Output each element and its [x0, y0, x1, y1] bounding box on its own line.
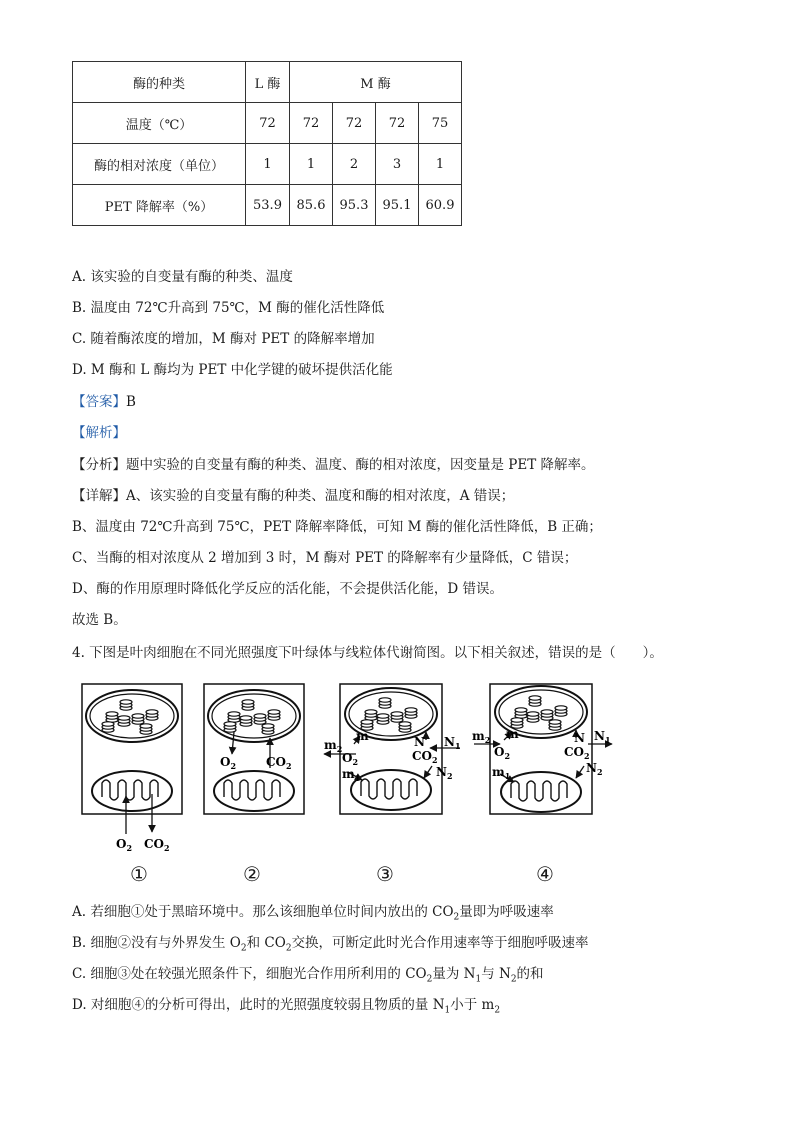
table-cell: 72	[376, 103, 419, 144]
analysis-xiangjie	[72, 487, 514, 505]
m-label: m	[356, 729, 369, 743]
answer-line	[72, 393, 136, 411]
table-cell: 72	[290, 103, 333, 144]
m-label: m	[506, 727, 519, 741]
figure-label-3: ③	[376, 862, 394, 886]
n-label: N	[414, 735, 425, 749]
analysis-d: D、酶的作用原理时降低化学反应的活化能，不会提供活化能，D 错误。	[72, 581, 503, 597]
answer-tag: 【答案】	[72, 394, 126, 410]
table-row	[73, 62, 462, 103]
q4-option-d: D. 对细胞④的分析可得出，此时的光照强度较弱且物质的量 $N_1$小于 $m_2$	[72, 997, 501, 1016]
figure-label-2: ②	[243, 862, 261, 886]
m1-label: $m_1$	[492, 765, 511, 781]
table-cell: 95.3	[333, 185, 376, 226]
co2-label: $CO_2$	[266, 755, 292, 771]
q3-option-d: D. M 酶和 L 酶均为 PET 中化学键的破坏提供活化能	[72, 362, 393, 378]
table-cell: 2	[333, 144, 376, 185]
xiangjie-a: A、该实验的自变量有酶的种类、温度和酶的相对浓度，A 错误；	[126, 488, 515, 504]
q4-stem: 4. 下图是叶肉细胞在不同光照强度下叶绿体与线粒体代谢简图。以下相关叙述，错误的是（ ）。	[72, 645, 663, 661]
table-header-cell: 酶的种类	[73, 62, 246, 103]
cell-3	[324, 684, 461, 814]
o2-label: $O_2$	[342, 751, 359, 767]
row-label: 酶的相对浓度（单位）	[73, 144, 246, 185]
table-header-cell: M 酶	[290, 62, 462, 103]
cell-1	[82, 684, 182, 853]
table-cell: 1	[419, 144, 462, 185]
cell-2	[204, 684, 304, 814]
row-label: PET 降解率（%）	[73, 185, 246, 226]
analysis-b: B、温度由 72℃升高到 75℃，PET 降解率降低，可知 M 酶的催化活性降低，B 正确；	[72, 519, 602, 535]
table-row	[73, 185, 462, 226]
cell-4	[472, 684, 612, 814]
analysis-title: 【解析】	[72, 425, 126, 441]
table-cell: 95.1	[376, 185, 419, 226]
fenxi-tag: 【分析】	[72, 457, 126, 473]
analysis-fenxi	[72, 456, 595, 474]
xiangjie-tag: 【详解】	[72, 488, 126, 504]
table-row	[73, 103, 462, 144]
table-cell: 53.9	[246, 185, 290, 226]
table-cell: 85.6	[290, 185, 333, 226]
m2-label: $m_2$	[472, 729, 491, 745]
n1-label: $N_1$	[594, 729, 611, 745]
q4-option-b: B. 细胞②没有与外界发生 $O_2$和 $CO_2$交换，可断定此时光合作用速率等于细胞呼吸速率	[72, 935, 589, 954]
table-header-cell: L 酶	[246, 62, 290, 103]
table-cell: 60.9	[419, 185, 462, 226]
n-label: N	[574, 731, 585, 745]
n1-label: $N_1$	[444, 735, 461, 751]
figure-label-1: ①	[130, 862, 148, 886]
table-cell: 72	[246, 103, 290, 144]
table-cell: 1	[246, 144, 290, 185]
table-cell: 72	[333, 103, 376, 144]
enzyme-table	[72, 61, 462, 226]
q3-option-b: B. 温度由 72℃升高到 75℃，M 酶的催化活性降低	[72, 300, 385, 316]
m2-label: $m_2$	[324, 738, 343, 754]
table-cell: 3	[376, 144, 419, 185]
co2-label: $CO_2$	[144, 837, 170, 853]
cell-metabolism-figure	[80, 676, 640, 856]
row-label: 温度（℃）	[73, 103, 246, 144]
table-row	[73, 144, 462, 185]
n2-label: $N_2$	[436, 765, 453, 781]
q3-option-c: C. 随着酶浓度的增加，M 酶对 PET 的降解率增加	[72, 331, 375, 347]
table-cell: 1	[290, 144, 333, 185]
m1-label: $m_1$	[342, 767, 361, 783]
answer-value: B	[126, 394, 136, 410]
co2-label: $CO_2$	[412, 749, 438, 765]
analysis-conclusion: 故选 B。	[72, 612, 127, 628]
o2-label: $O_2$	[494, 745, 511, 761]
analysis-c: C、当酶的相对浓度从 2 增加到 3 时，M 酶对 PET 的降解率有少量降低，C 错误；	[72, 550, 578, 566]
table-cell: 75	[419, 103, 462, 144]
q4-option-a: A. 若细胞①处于黑暗环境中。那么该细胞单位时间内放出的 $CO_2$量即为呼吸速率	[72, 904, 554, 923]
q4-option-c: C. 细胞③处在较强光照条件下，细胞光合作用所利用的 $CO_2$量为 $N_1$与 $N_2$的和	[72, 966, 544, 985]
q3-option-a: A. 该实验的自变量有酶的种类、温度	[72, 269, 293, 285]
n2-label: $N_2$	[586, 761, 603, 777]
o2-label: $O_2$	[116, 837, 133, 853]
o2-label: $O_2$	[220, 755, 237, 771]
fenxi-text: 题中实验的自变量有酶的种类、温度、酶的相对浓度，因变量是 PET 降解率。	[126, 457, 595, 473]
co2-label: $CO_2$	[564, 745, 590, 761]
figure-label-4: ④	[536, 862, 554, 886]
